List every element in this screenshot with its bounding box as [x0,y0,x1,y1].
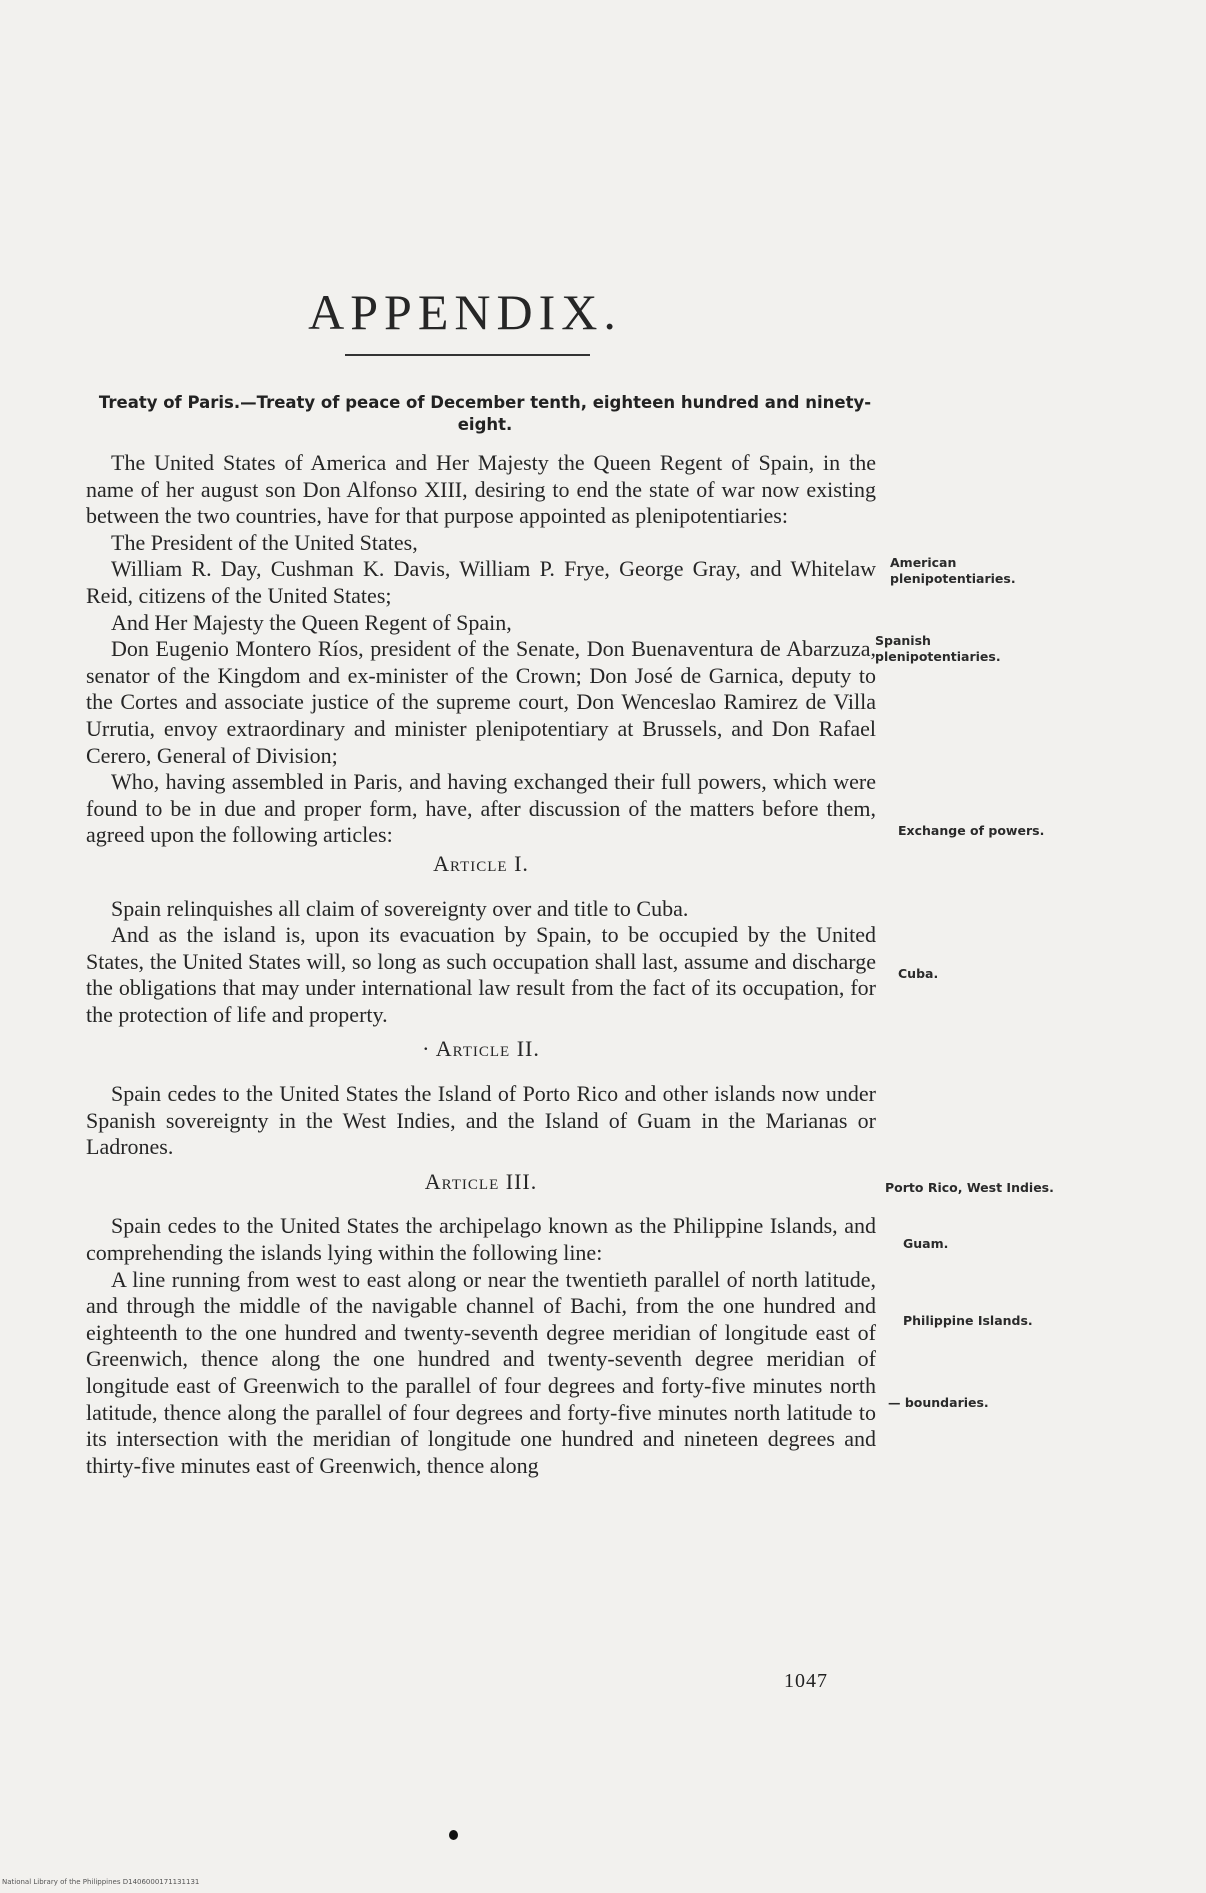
margin-note-spanish: Spanish plenipotentiaries. [875,633,1001,664]
article-1-paragraph-2: And as the island is, upon its evacuation by Spain, to be occupied by the United States, the United States will, so long as such occupation shall last, assume and discharge the obligations that may under international law result from the fact of its occupation, for the protection of life and property. [86,922,876,1027]
margin-note-philippine: Philippine Islands. [903,1313,1033,1328]
margin-note-cuba: Cuba. [898,966,939,981]
scan-footer: National Library of the Philippines D1406000171131131 [2,1878,200,1886]
margin-note-guam: Guam. [903,1236,949,1251]
article-2-title: · Article II. [422,1036,540,1062]
paragraph-president: The President of the United States, [111,529,418,555]
page-number: 1047 [784,1670,828,1692]
ink-dot [449,1830,458,1840]
paragraph-preamble: The United States of America and Her Majesty the Queen Regent of Spain, in the name of her august son Don Alfonso XIII, desiring to end the state of war now existing between the two countries, have for that purpose appointed as plenipotentiaries: [86,450,876,529]
paragraph-exchange: Who, having assembled in Paris, and having exchanged their full powers, which were found to be in due and proper form, have, after discussion of the matters before them, agreed upon the following articles: [86,769,876,848]
paragraph-queen: And Her Majesty the Queen Regent of Spain, [111,609,512,635]
article-2-paragraph-1: Spain cedes to the United States the Island of Porto Rico and other islands now under Spanish sovereignty in the West Indies, and the Island of Guam in the Marianas or Ladrones. [86,1081,876,1160]
treaty-heading: Treaty of Paris.—Treaty of peace of December tenth, eighteen hundred and ninety-eight. [98,393,872,434]
article-3-title: Article III. [424,1168,538,1194]
paragraph-american-names: William R. Day, Cushman K. Davis, William P. Frye, George Gray, and Whitelaw Reid, citizens of the United States; [86,556,876,608]
margin-note-boundaries: — boundaries. [888,1395,989,1410]
article-1-title: Article I. [433,850,529,876]
margin-note-porto-rico: Porto Rico, West Indies. [885,1180,1054,1195]
margin-note-exchange: Exchange of powers. [898,823,1045,838]
article-3-paragraph-2: A line running from west to east along or near the twentieth parallel of north latitude, and through the middle of the navigable channel of Bachi, from the one hundred and eighteenth to the one hundred and twenty-seventh degree meridian of longitude east of Greenwich, thence along the one hundred and twenty-seventh degree meridian of longitude east of Greenwich to the parallel of four degrees and forty-five minutes north latitude, thence along the parallel of four degrees and forty-five minutes north latitude to its intersection with the meridian of longitude one hundred and nineteen degrees and thirty-five minutes east of Greenwich, thence along [86,1266,876,1478]
treaty-body [86,450,876,1479]
article-1-paragraph-1: Spain relinquishes all claim of sovereignty over and title to Cuba. [111,895,689,921]
paragraph-spanish-names: Don Eugenio Montero Ríos, president of the Senate, Don Buenaventura de Abarzuza, senator of the Kingdom and ex-minister of the Crown; Don José de Garnica, deputy to the Cortes and associate justice of the supreme court, Don Wenceslao Ramirez de Villa Urrutia, envoy extraordinary and minister plenipotentiary at Brussels, and Don Rafael Cerero, General of Division; [86,636,876,768]
title-rule [345,354,590,356]
margin-note-american: American plenipotentiaries. [890,555,1016,586]
article-3-paragraph-1: Spain cedes to the United States the archipelago known as the Philippine Islands, and comprehending the islands lying within the following line: [86,1213,876,1266]
page-title: APPENDIX. [308,284,622,340]
